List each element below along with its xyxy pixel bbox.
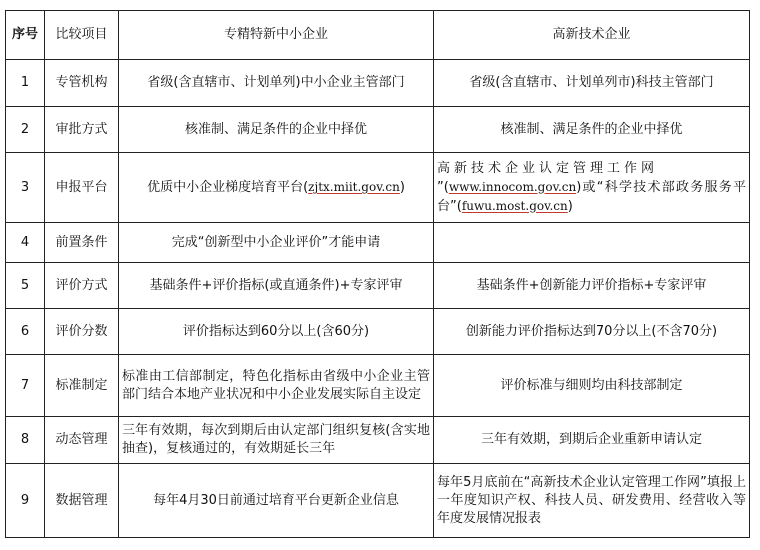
row-hitech: 三年有效期，到期后企业重新申请认定 — [434, 417, 750, 464]
platform-url[interactable]: www.innocom.gov.cn — [448, 179, 577, 194]
row-item: 数据管理 — [45, 464, 119, 538]
row-no: 1 — [6, 60, 45, 107]
row-sme: 每年4月30日前通过培育平台更新企业信息 — [119, 464, 434, 538]
row-item: 评价方式 — [45, 263, 119, 309]
row-sme — [119, 153, 434, 223]
header-item: 比较项目 — [45, 11, 119, 60]
row-no: 3 — [6, 153, 45, 223]
platform-close: ) — [399, 180, 405, 195]
row-hitech: 基础条件+创新能力评价指标+专家评审 — [434, 263, 750, 309]
header-row — [6, 11, 750, 60]
table-row — [6, 464, 750, 538]
header-no: 序号 — [6, 11, 45, 60]
table-row — [6, 153, 750, 223]
row-sme: 三年有效期，每次到期后由认定部门组织复核(含实地抽查)，复核通过的，有效期延长三年 — [119, 417, 434, 464]
platform-sep: ”( — [437, 179, 449, 195]
table-row — [6, 60, 750, 107]
row-item: 标准制定 — [45, 355, 119, 417]
row-hitech — [434, 223, 750, 263]
table-row — [6, 107, 750, 153]
row-hitech: 创新能力评价指标达到70分以上(不含70分) — [434, 309, 750, 355]
platform-url[interactable]: fuwu.most.gov.cn — [461, 198, 568, 213]
row-no: 7 — [6, 355, 45, 417]
table-row — [6, 355, 750, 417]
row-sme: 省级(含直辖市、计划单列)中小企业主管部门 — [119, 60, 434, 107]
table-row — [6, 417, 750, 464]
row-no: 4 — [6, 223, 45, 263]
row-no: 9 — [6, 464, 45, 538]
table-row — [6, 309, 750, 355]
row-sme: 评价指标达到60分以上(含60分) — [119, 309, 434, 355]
platform-label: )或“科学技术部政务服务平台”( — [437, 179, 746, 214]
platform-close: ) — [567, 198, 573, 214]
row-item: 审批方式 — [45, 107, 119, 153]
row-item: 申报平台 — [45, 153, 119, 223]
row-no: 5 — [6, 263, 45, 309]
row-hitech: 省级(含直辖市、计划单列市)科技主管部门 — [434, 60, 750, 107]
platform-label: 高新技术企业认定管理工作网 — [437, 160, 659, 176]
row-sme: 标准由工信部制定，特色化指标由省级中小企业主管部门结合本地产业状况和中小企业发展实际自主设定 — [119, 355, 434, 417]
table-row — [6, 223, 750, 263]
row-no: 6 — [6, 309, 45, 355]
row-hitech — [434, 153, 750, 223]
platform-label: 优质中小企业梯度培育平台( — [147, 180, 309, 195]
table-row — [6, 263, 750, 309]
row-sme: 完成“创新型中小企业评价”才能申请 — [119, 223, 434, 263]
row-hitech: 评价标准与细则均由科技部制定 — [434, 355, 750, 417]
row-sme: 核准制、满足条件的企业中择优 — [119, 107, 434, 153]
comparison-table — [5, 10, 750, 538]
row-hitech: 每年5月底前在“高新技术企业认定管理工作网”填报上一年度知识产权、科技人员、研发费用、经营收入等年度发展情况报表 — [434, 464, 750, 538]
row-sme: 基础条件+评价指标(或直通条件)+专家评审 — [119, 263, 434, 309]
row-item: 前置条件 — [45, 223, 119, 263]
row-item: 评价分数 — [45, 309, 119, 355]
row-no: 8 — [6, 417, 45, 464]
platform-url[interactable]: zjtx.miit.gov.cn — [308, 180, 400, 194]
row-item: 动态管理 — [45, 417, 119, 464]
row-no: 2 — [6, 107, 45, 153]
row-hitech: 核准制、满足条件的企业中择优 — [434, 107, 750, 153]
row-item: 专管机构 — [45, 60, 119, 107]
header-sme: 专精特新中小企业 — [119, 11, 434, 60]
header-hitech: 高新技术企业 — [434, 11, 750, 60]
